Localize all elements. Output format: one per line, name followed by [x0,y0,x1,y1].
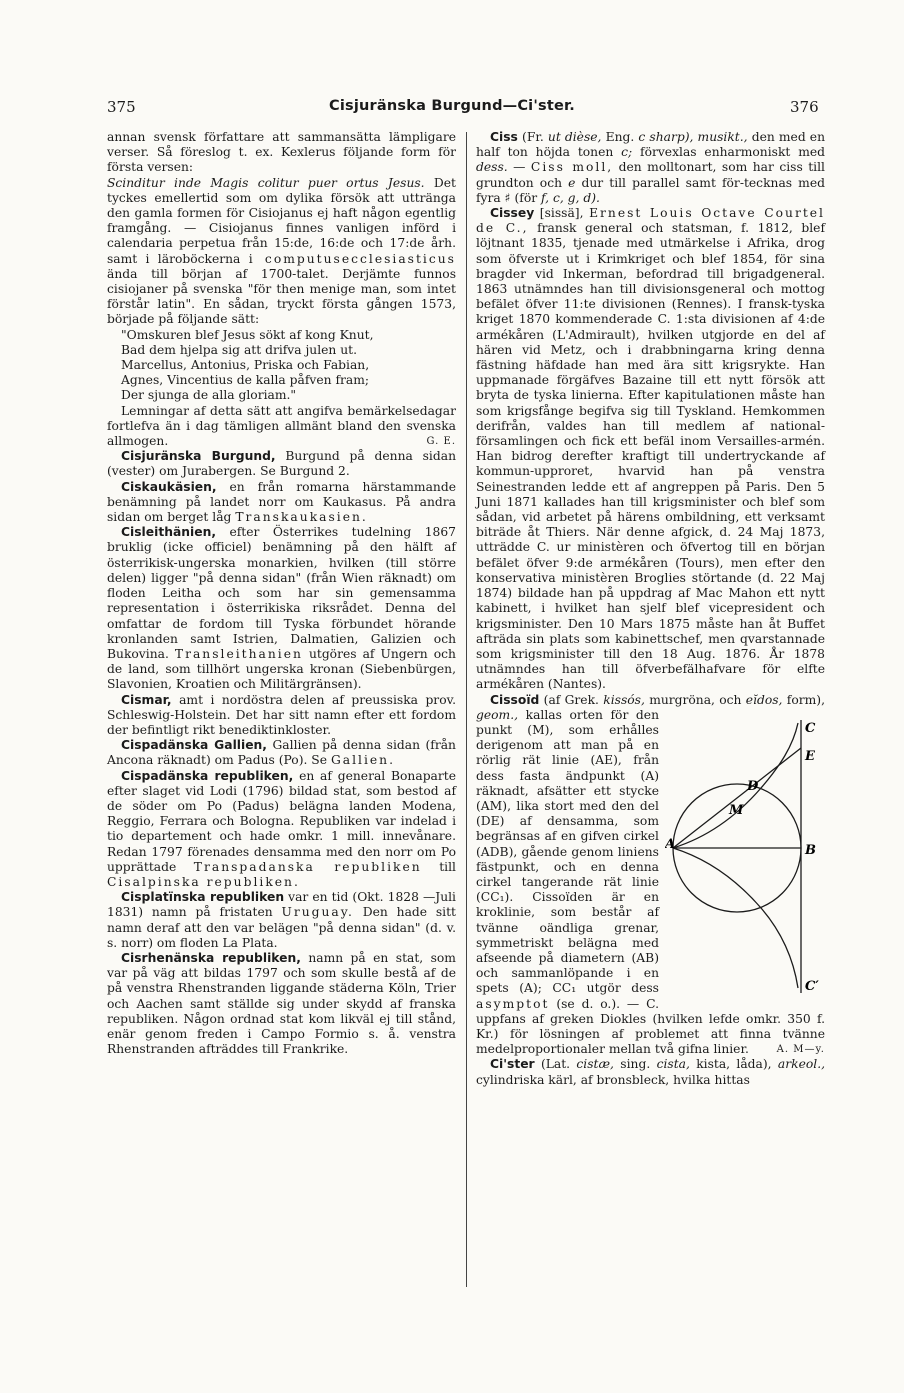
verse-line: Agnes, Vincentius de kalla påfven fram; [121,373,370,388]
entry-cisrhenanska-republiken: Cisrhenänska republiken, namn på en stat, som var på väg att bildas 1797 och som skulle bestå af de på venstra Rhenstranden liggande städerna Köln, Trier och Aachen samt ställde sig under skydd af franska republiken. Någon ordnad stat kom likväl ej till stånd, enär genom freden i Campo Formio s. å. venstra Rhenstranden afträddes till Frankrike. [107,950,456,1057]
entry-cisjuranska-burgund: Cisjuränska Burgund, Burgund på denna sidan (vester) om Jurabergen. Se Burgund 2. [107,449,456,479]
author-signature: G. E. [426,436,456,448]
page-number-left: 375 [107,98,136,116]
page-number-right: 376 [790,98,819,116]
headword: Ciskaukäsien, [121,479,217,494]
column-divider [466,132,467,1287]
headword: Cisjuränska Burgund, [121,449,276,464]
right-column [476,130,825,1088]
headword: Ciss [490,130,518,144]
entry-ciskaukasien: Ciskaukäsien, en från romarna härstammande benämning på landet norr om Kaukasus. På andra sidan om berget låg Transkaukasien. [107,479,456,525]
entry-cisplatinska-republiken: Cisplatïnska republiken var en tid (Okt. 1828 —Juli 1831) namn på fristaten Uruguay. Den hade sitt namn deraf att den var belägen "på denna sidan" (d. v. s. norr) om floden La Plata. [107,890,456,950]
author-signature: A. M—y. [776,1044,825,1056]
verse-line: Der sjunga de alla gloriam." [121,388,297,403]
running-title: Cisjuränska Burgund—Ci'ster. [329,98,575,114]
cissoid-diagram [665,708,825,1008]
entry-cissoid: Cissoïd (af Grek. kissós, murgröna, och eĭdos, form), geom., C E D M A B C′ kallas orten för den punkt (M), som erhålles derigenom att man på en rörlig rät linie (AE), från dess fasta ändpunkt (A) räknadt, afsätter ett stycke (AM), lika stort med den del (DE) af densamma, som begränsas af en gifven cirkel (ADB), gående genom liniens fästpunkt, och en denna cirkel tangerande rät linie (CC₁). Cissoïden är en kroklinie, som består af tvänne oändliga grenar, symmetriskt belägna med afseende på diametern (AB) och sammanlöpande i en spets (A); CC₁ utgör dess asymptot (se d. o.). — C. uppfans af greken Diokles (hvilken lefde omkr. 350 f. Kr.) för lösningen af problemet att finna tvänne medelproportionaler mellan två gifna linier. A. M—y. [476,692,825,1057]
latin-verse: Scinditur inde Magis colitur puer ortus Jesus. [107,175,425,190]
label-d: D [747,778,759,794]
headword: Cispadänska Gallien, [121,738,267,753]
headword: Cispadänska republiken, [121,768,294,783]
entry-cismar: Cismar, amt i nordöstra delen af preussiska prov. Schleswig-Holstein. Det har sitt namn efter ett fordom der befintligt rikt benediktinkloster. [107,692,456,737]
cissoid-lower-branch [673,848,798,988]
verse-line: Marcellus, Antonius, Priska och Fabian, [121,358,370,373]
verse-line: "Omskuren blef Jesus sökt af kong Knut, [121,327,374,342]
label-c: C [805,720,816,736]
cissoid-figure [665,708,825,1008]
label-b: B [805,842,816,858]
headword: Cissoïd [490,692,540,707]
cissoid-upper-branch [673,723,798,848]
entry-cisleithanien: Cisleithänien, efter Österrikes tudelning 1867 bruklig (icke officiel) benämning på den hälft af österrikisk-ungerska monarkien, hvilken (till större delen) ligger "på denna sidan" (från Wien räknadt) om floden Leitha och som har sin gemensamma representation i österrikiska riksrådet. Denna del omfattar de fordom till Tyska förbundet hörande kronlanden samt Istrien, Dalmatien, Galizien och Bukovina. Transleithanien utgöres af Ungern och de land, som tillhört ungerska kronan (Siebenbürgen, Slavonien, Kroatien och Militärgränsen). [107,525,456,692]
swedish-verse [107,328,456,404]
paragraph-cisiojanus-continued: annan svensk författare att sammansätta lämpligare verser. Så föreslog t. ex. Kexlerus följande form för första versen: Scinditur inde Magis colitur puer ortus Jesus. Det tyckes emellertid som om dylika försök att uttränga den gamla formen för Cisiojanus ej haft någon egentlig framgång. — Cisiojanus finnes vanligen införd i calendaria perpetua från 15:de, 16:de och 17:de årh. samt i läroböckerna i computusecclesiasticus ända till början af 1700-talet. Derjämte funnos cisiojaner på svenska "för then menige man, som intet förstår latin". En sådan, tryckt första gången 1573, började på följande sätt: [107,130,456,327]
entry-ciss: Ciss (Fr. ut dièse, Eng. c sharp), musikt., den med en half ton höjda tonen c; förvexlas enharmoniskt med dess. — Ciss moll, den molltonart, som har ciss till grundton och e dur till parallel samt för-tecknas med fyra ♯ (för f, c, g, d). [476,130,825,205]
page-header [0,98,904,120]
entry-cispadanska-republiken: Cispadänska republiken, en af general Bonaparte efter slaget vid Lodi (1796) bildad stat, som bestod af de söder om Po (Padus) belägna landen Modena, Reggio, Ferrara och Bologna. Republiken var indelad i tio departement och hade omkr. 1 mill. innevånare. Redan 1797 förenades densamma med den norr om Po upprättade Transpadanska republiken till Cisalpinska republiken. [107,768,456,889]
label-a: A [665,836,676,852]
label-e: E [805,748,815,764]
headword: Cismar, [121,692,172,707]
left-column [107,130,456,1057]
headword: Cisleithänien, [121,525,216,540]
entry-cister: Ci'ster (Lat. cistæ, sing. cista, kista, låda), arkeol., cylindriska kärl, af bronsbleck, hvilka hittas [476,1057,826,1087]
label-c1: C′ [805,978,819,994]
line-ae [673,748,801,848]
paragraph-remnants: Lemningar af detta sätt att angifva bemärkelsedagar fortlefva än i dag tämligen allmänt bland den svenska allmogen. G. E. [107,403,456,449]
headword: Ci'ster [490,1057,535,1072]
headword: Cisplatïnska republiken [121,890,285,905]
entry-cispadanska-gallien: Cispadänska Gallien, Gallien på denna sidan (från Ancona räknadt) om Padus (Po). Se Gallien. [107,738,456,768]
headword: Cissey [490,206,535,221]
label-m: M [729,802,744,818]
headword: Cisrhenänska republiken, [121,950,301,965]
verse-line: Bad dem hjelpa sig att drifva julen ut. [121,342,358,357]
entry-cissey: Cissey [sissä], Ernest Louis Octave Courtel de C., fransk general och statsman, f. 1812, blef löjtnant 1835, tjenade med utmärkelse i Afrika, drog som öfverste ut i Krimkriget och blef 1854, för sina bragder vid Inkerman, befordrad till brigadgeneral. 1863 utnämndes han till divisionsgeneral och mottog befälet öfver 11:te divisionen (Rennes). I fransk-tyska kriget 1870 kommenderade C. 1:sta divisionen af 4:de armékåren (L'Admirault), hvilken utgjorde en del af hären vid Metz, och i drabbningarna kring denna fästning häfdade han med ära sitt krigsrykte. Han uppmanade förgäfves Bazaine till ett nytt försök att bryta de tyska linierna. Efter kapitulationen måste han som krigsfånge begifva sig till Tyskland. Hemkommen derifrån, valdes han till medlem af national-församlingen och fick ett befäl inom Versailles-armén. Han bidrog derefter kraftigt till undertryckande af kommun-upproret, hvarvid han på venstra Seinestranden ledde ett af angreppen på Paris. Den 5 Juni 1871 kallades han till krigsminister och blef som sådan, vid arbetet på härens ombildning, ett verksamt biträde åt Thiers. När denne afgick, d. 24 Maj 1873, utträdde C. ur ministèren och öfvertog till en början befälet öfver 9:de armékåren (Tours), men efter den konservativa ministèren Broglies störtande (d. 22 Maj 1874) bildade han på uppdrag af Mac Mahon ett nytt kabinett, i hvilket han sjelf blef vicepresident och krigsminister. Den 10 Mars 1875 måste han åt Buffet afträda sin plats som kabinettschef, men qvarstannade som krigsminister till den 18 Aug. 1876. År 1878 utnämndes han till öfverbefälhafvare för elfte armékåren (Nantes). [476,206,826,692]
